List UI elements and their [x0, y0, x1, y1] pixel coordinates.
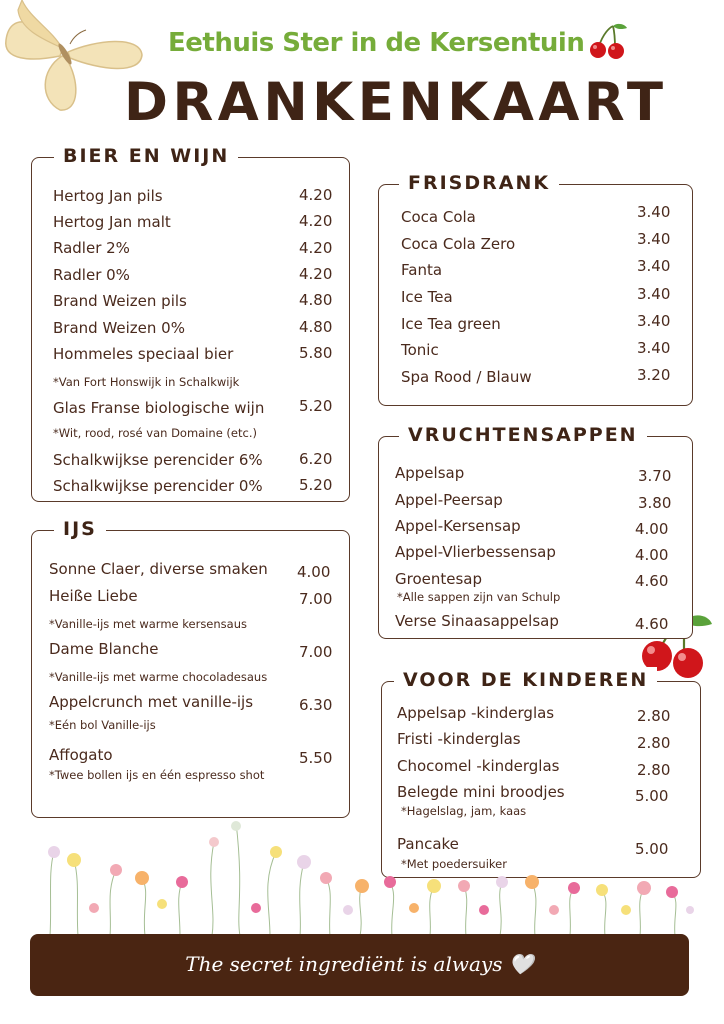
menu-item-name: Fanta: [401, 261, 443, 279]
menu-item-name: Appel-Vlierbessensap: [395, 543, 556, 561]
menu-item-name: Brand Weizen 0%: [53, 319, 185, 337]
menu-item-price: 4.60: [635, 572, 669, 590]
menu-item-name: Hertog Jan malt: [53, 213, 171, 231]
menu-item-price: 4.00: [635, 520, 669, 538]
menu-item-note: *Vanille-ijs met warme kersensaus: [49, 617, 247, 631]
menu-item-price: 4.00: [635, 546, 669, 564]
section-title: IJS: [54, 516, 106, 542]
footer-slogan: The secret ingrediënt is always: [185, 952, 503, 976]
menu-item-name: Sonne Claer, diverse smaken: [49, 560, 268, 578]
subtitle: Eethuis Ster in de Kersentuin: [168, 28, 585, 58]
menu-item-name: Chocomel -kinderglas: [397, 757, 560, 775]
menu-item-price: 6.20: [299, 450, 333, 468]
menu-item-name: Radler 0%: [53, 266, 130, 284]
menu-item-price: 4.20: [299, 265, 333, 283]
menu-item-name: Glas Franse biologische wijn: [53, 399, 265, 417]
section-title: FRISDRANK: [399, 170, 559, 196]
section-bier-en-wijn: [31, 145, 350, 502]
menu-item-price: 3.40: [637, 203, 671, 221]
section-frisdrank: [378, 172, 693, 406]
menu-item-price: 2.80: [637, 734, 671, 752]
menu-item-name: Hommeles speciaal bier: [53, 345, 234, 363]
menu-item-price: 5.80: [299, 344, 333, 362]
page-title: DRANKENKAART: [124, 72, 668, 133]
menu-item-price: 4.00: [297, 563, 331, 581]
menu-item-name: Fristi -kinderglas: [397, 730, 521, 748]
menu-item-price: 3.70: [638, 467, 672, 485]
menu-item-note: *Van Fort Honswijk in Schalkwijk: [53, 375, 240, 389]
menu-item-price: 3.80: [638, 494, 672, 512]
menu-item-note: *Hagelslag, jam, kaas: [401, 804, 527, 818]
menu-item-price: 7.00: [299, 590, 333, 608]
menu-item-price: 5.00: [635, 840, 669, 858]
menu-item-price: 5.50: [299, 749, 333, 767]
section-title: VOOR DE KINDEREN: [394, 667, 657, 693]
footer-banner: [30, 934, 689, 996]
menu-item-name: Radler 2%: [53, 239, 130, 257]
menu-item-name: Appelsap: [395, 464, 465, 482]
menu-item-note: *Vanille-ijs met warme chocoladesaus: [49, 670, 268, 684]
menu-item-price: 3.40: [637, 339, 671, 357]
menu-item-price: 3.40: [637, 285, 671, 303]
menu-item-name: Ice Tea green: [401, 315, 501, 333]
menu-item-name: Brand Weizen pils: [53, 292, 187, 310]
menu-item-price: 2.80: [637, 707, 671, 725]
menu-item-price: 7.00: [299, 643, 333, 661]
menu-item-name: Schalkwijkse perencider 0%: [53, 477, 263, 495]
footer-text: [30, 952, 689, 976]
heart-icon: 🤍: [508, 952, 534, 976]
menu-item-price: 6.30: [299, 696, 333, 714]
menu-item-name: Belegde mini broodjes: [397, 783, 565, 801]
menu-item-note: *Met poedersuiker: [401, 857, 507, 871]
menu-item-price: 4.80: [299, 318, 333, 336]
menu-item-price: 3.40: [637, 312, 671, 330]
cherry-icon: [587, 22, 629, 60]
menu-item-price: 4.80: [299, 291, 333, 309]
menu-item-name: Appelsap -kinderglas: [397, 704, 555, 722]
section-title: VRUCHTENSAPPEN: [399, 422, 647, 448]
menu-item-price: 4.20: [299, 186, 333, 204]
menu-item-name: Appel-Kersensap: [395, 517, 521, 535]
menu-item-price: 4.20: [299, 212, 333, 230]
menu-item-name: Tonic: [401, 341, 439, 359]
menu-item-name: Verse Sinaasappelsap: [395, 612, 559, 630]
section-vruchtensappen: [378, 424, 693, 639]
menu-item-name: Ice Tea: [401, 288, 453, 306]
menu-item-name: Coca Cola: [401, 208, 476, 226]
menu-item-price: 3.40: [637, 230, 671, 248]
menu-item-name: Schalkwijkse perencider 6%: [53, 451, 263, 469]
menu-item-name: Spa Rood / Blauw: [401, 368, 532, 386]
menu-item-name: Appel-Peersap: [395, 491, 503, 509]
menu-item-name: Heiße Liebe: [49, 587, 138, 605]
section-title: BIER EN WIJN: [54, 143, 238, 169]
menu-item-name: Coca Cola Zero: [401, 235, 516, 253]
menu-item-note: *Twee bollen ijs en één espresso shot: [49, 768, 265, 782]
menu-item-note: *Wit, rood, rosé van Domaine (etc.): [53, 426, 257, 440]
section-ijs: [31, 518, 350, 818]
menu-item-price: 4.20: [299, 239, 333, 257]
menu-item-price: 5.20: [299, 397, 333, 415]
menu-item-price: 2.80: [637, 761, 671, 779]
menu-item-note: *Eén bol Vanille-ijs: [49, 718, 156, 732]
menu-item-name: Groentesap: [395, 570, 483, 588]
menu-item-price: 3.20: [637, 366, 671, 384]
menu-item-price: 5.20: [299, 476, 333, 494]
menu-item-name: Appelcrunch met vanille-ijs: [49, 693, 254, 711]
menu-item-name: Hertog Jan pils: [53, 187, 163, 205]
menu-item-price: 3.40: [637, 257, 671, 275]
menu-item-name: Pancake: [397, 835, 459, 853]
menu-item-note: *Alle sappen zijn van Schulp: [397, 590, 561, 604]
menu-item-name: Dame Blanche: [49, 640, 159, 658]
menu-item-price: 5.00: [635, 787, 669, 805]
menu-item-name: Affogato: [49, 746, 113, 764]
flowers-illustration: [30, 812, 700, 936]
menu-item-price: 4.60: [635, 615, 669, 633]
